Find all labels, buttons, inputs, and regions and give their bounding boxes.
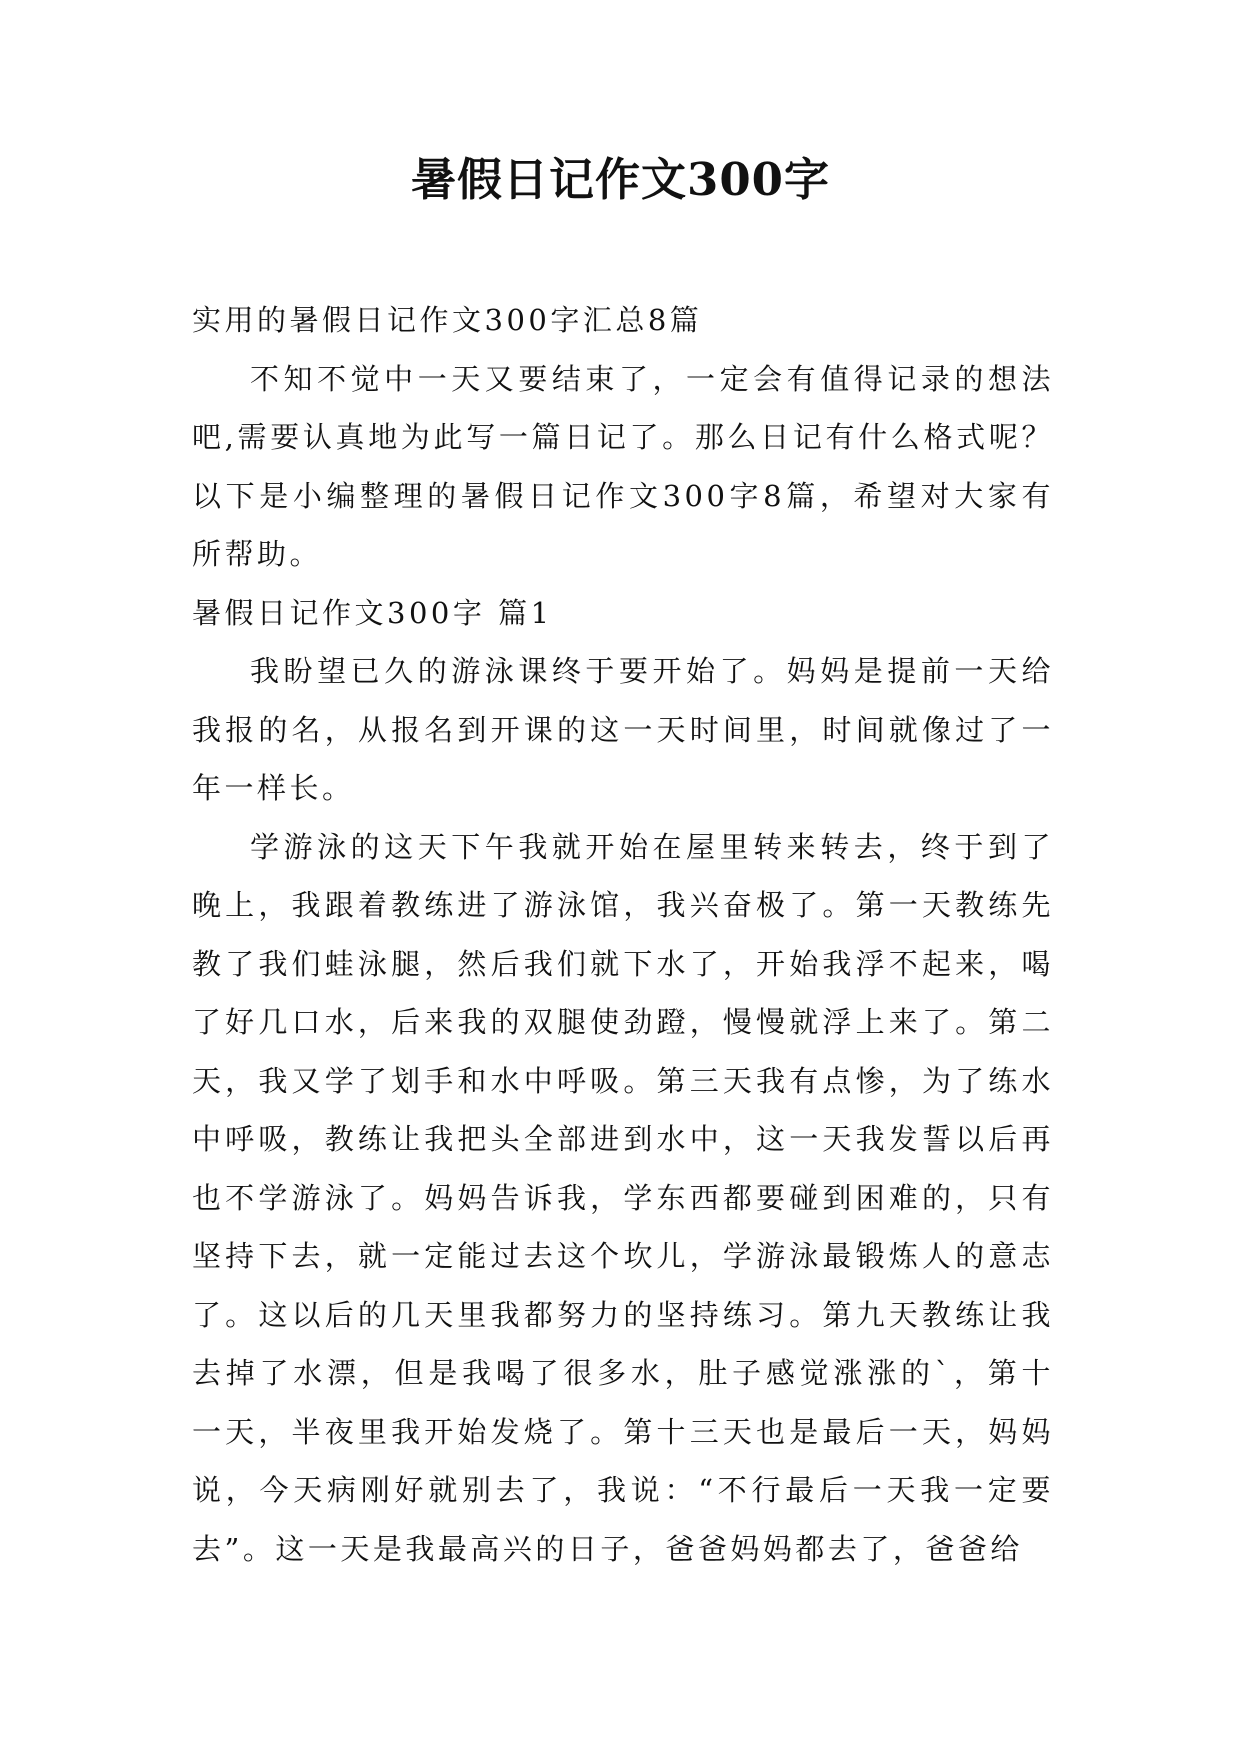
intro-paragraph: 不知不觉中一天又要结束了，一定会有值得记录的想法吧,需要认真地为此写一篇日记了。那么日记有什么格式呢？以下是小编整理的暑假日记作文300字8篇，希望对大家有所帮助。 [192,361,1054,571]
body-paragraph-2: 学游泳的这天下午我就开始在屋里转来转去，终于到了晚上，我跟着教练进了游泳馆，我兴奋极了。第一天教练先教了我们蛙泳腿，然后我们就下水了，开始我浮不起来，喝了好几口水，后来我的双腿使劲蹬，慢慢就浮上来了。第二天，我又学了划手和水中呼吸。第三天我有点惨，为了练水中呼吸，教练让我把头全部进到水中，这一天我发誓以后再也不学游泳了。妈妈告诉我，学东西都要碰到困难的，只有坚持下去，就一定能过去这个坎儿，学游泳最锻炼人的意志了。这以后的几天里我都努力的坚持练习。第九天教练让我去掉了水漂，但是我喝了很多水，肚子感觉涨涨的`，第十一天，半夜里我开始发烧了。第十三天也是最后一天，妈妈说，今天病刚好就别去了，我说：“不行最后一天我一定要去”。这一天是我最高兴的日子，爸爸妈妈都去了，爸爸给 [192,829,1054,1566]
document-body [192,291,1054,1578]
body-paragraph-1: 我盼望已久的游泳课终于要开始了。妈妈是提前一天给我报的名，从报名到开课的这一天时间里，时间就像过了一年一样长。 [192,654,1054,805]
document-title: 暑假日记作文300字 [411,153,830,206]
document-subtitle: 实用的暑假日记作文300字汇总8篇 [192,303,703,337]
section-heading: 暑假日记作文300字 篇1 [192,595,553,630]
